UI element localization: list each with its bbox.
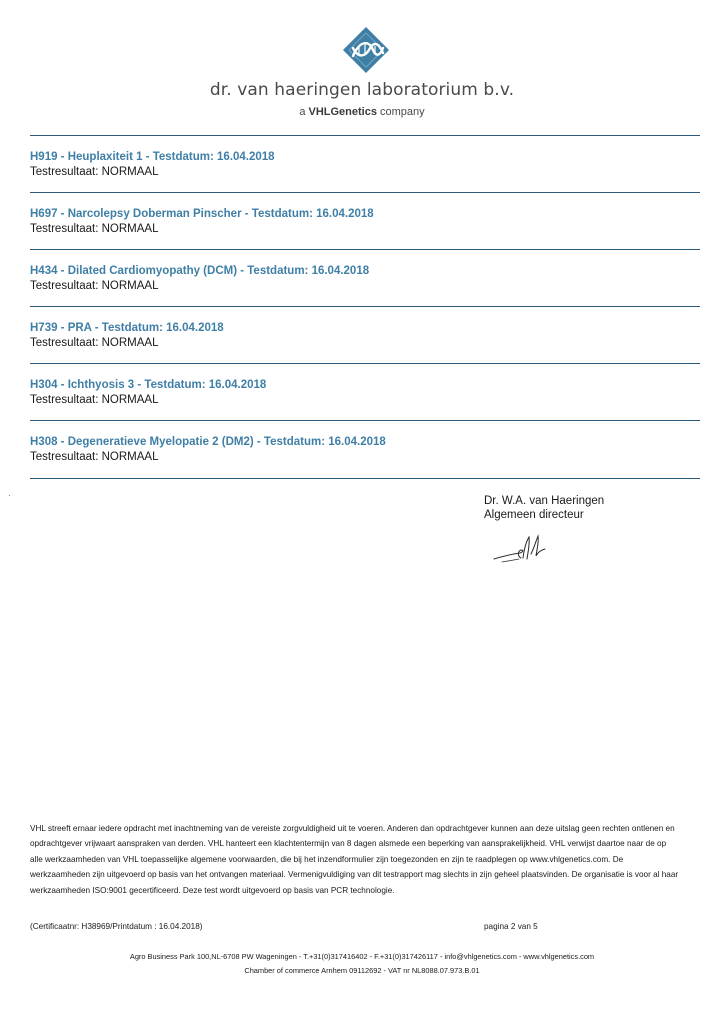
signatory-name: Dr. W.A. van Haeringen (484, 495, 605, 507)
test-result: Testresultaat: NORMAAL (30, 223, 159, 235)
footer-address: Agro Business Park 100,NL-6708 PW Wageningen - T.+31(0)317416402 - F.+31(0)317426117 - info@vhlgenetics.com - www.vhlgenetics.com (129, 952, 595, 961)
page-number: pagina 2 van 5 (484, 922, 538, 931)
company-name: dr. van haeringen laboratorium b.v. (209, 80, 515, 100)
disclaimer-text: VHL streeft ernaar iedere opdracht met inachtneming van de vereiste zorgvuldigheid uit te voeren. Anderen dan opdrachtgever kunnen aan deze uitslag geen rechten ontlenen en opdrachtgever vrijwaart aanspraken van derden. VHL hanteert een klachtentermijn van 8 dagen alsmede een beperking van aansprakelijkheid. VHL verwijst daartoe naar de op alle werkzaamheden van VHL toepasselijke algemene voorwaarden, die bij het inzendformulier zijn toegezonden en zijn te raadplegen op www.vhlgenetics.com. De werkzaamheden zijn uitgevoerd op basis van het ontvangen materiaal. Vermenigvuldiging van dit testrapport mag slechts in zijn geheel plaatsvinden. De organisatie is voor al haar werkzaamheden ISO:9001 gecertificeerd. Deze test wordt uitgevoerd op basis van PCR technologie. (30, 824, 679, 895)
test-result: Testresultaat: NORMAAL (30, 337, 159, 349)
test-result: Testresultaat: NORMAAL (30, 451, 159, 463)
signatory-role: Algemeen directeur (484, 509, 584, 521)
tagline-brand: VHLGenetics (308, 106, 377, 118)
test-title: H304 - Ichthyosis 3 - Testdatum: 16.04.2018 (30, 379, 267, 391)
signature-image (490, 532, 550, 568)
section-divider (30, 420, 700, 421)
test-title: H308 - Degeneratieve Myelopatie 2 (DM2) - Testdatum: 16.04.2018 (30, 436, 386, 448)
test-title: H434 - Dilated Cardiomyopathy (DCM) - Testdatum: 16.04.2018 (30, 265, 370, 277)
test-title: H739 - PRA - Testdatum: 16.04.2018 (30, 322, 224, 334)
scan-speck (9, 495, 10, 496)
test-result: Testresultaat: NORMAAL (30, 166, 159, 178)
certificate-info: (Certificaatnr: H38969/Printdatum : 16.04.2018) (30, 922, 203, 931)
section-divider (30, 363, 700, 364)
section-divider (30, 135, 700, 136)
tagline-suffix: company (376, 106, 425, 118)
test-title: H697 - Narcolepsy Doberman Pinscher - Testdatum: 16.04.2018 (30, 208, 374, 220)
section-divider (30, 306, 700, 307)
test-title: H919 - Heuplaxiteit 1 - Testdatum: 16.04.2018 (30, 151, 275, 163)
section-divider (30, 192, 700, 193)
footer-registration: Chamber of commerce Arnhem 09112692 - VAT nr NL8088.07.973.B.01 (244, 966, 480, 975)
test-result: Testresultaat: NORMAAL (30, 280, 159, 292)
section-divider (30, 478, 700, 479)
test-result: Testresultaat: NORMAAL (30, 394, 159, 406)
section-divider (30, 249, 700, 250)
tagline-prefix: a (299, 106, 309, 118)
vhl-dna-logo-icon (342, 26, 390, 74)
company-tagline (0, 106, 724, 118)
